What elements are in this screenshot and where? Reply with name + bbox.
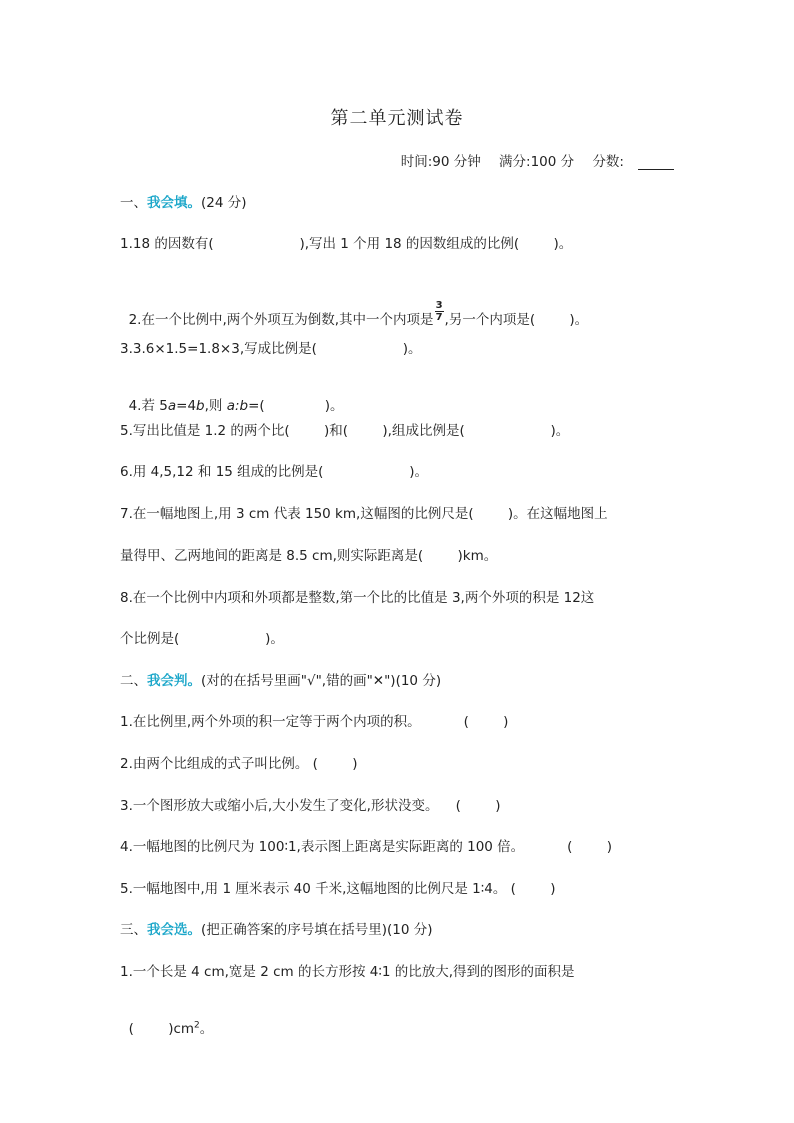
q4-text: 4.若 5 <box>128 398 168 414</box>
section-prefix: 二、 <box>120 673 147 689</box>
section-choose <box>120 918 433 938</box>
fill-question-7b: 量得甲、乙两地间的距离是 8.5 cm,则实际距离是( )km。 <box>120 548 498 564</box>
score-blank[interactable] <box>638 157 674 170</box>
var-b: b <box>196 398 205 414</box>
score-label: 分数: <box>592 154 624 170</box>
q4-text: ,则 <box>204 398 227 414</box>
judge-question-4: 4.一幅地图的比例尺为 100∶1,表示图上距离是实际距离的 100 倍。 ( ) <box>120 839 612 855</box>
judge-question-5: 5.一幅地图中,用 1 厘米表示 40 千米,这幅地图的比例尺是 1∶4。 ( ) <box>120 881 556 897</box>
full-score: 满分:100 分 <box>499 154 575 170</box>
judge-question-3: 3.一个图形放大或缩小后,大小发生了变化,形状没变。 ( ) <box>120 798 501 814</box>
q2-text-pre: 2.在一个比例中,两个外项互为倒数,其中一个内项是 <box>128 312 434 328</box>
fill-question-7a: 7.在一幅地图上,用 3 cm 代表 150 km,这幅图的比例尺是( )。在这幅地图上 <box>120 506 608 522</box>
judge-question-2: 2.由两个比组成的式子叫比例。 ( ) <box>120 756 358 772</box>
fill-question-3: 3.3.6×1.5=1.8×3,写成比例是( )。 <box>120 341 422 357</box>
q4-text: =4 <box>176 398 197 414</box>
choose-question-1a: 1.一个长是 4 cm,宽是 2 cm 的长方形按 4∶1 的比放大,得到的图形的面积是 <box>120 964 575 980</box>
section-title: 我会选。 <box>147 922 201 938</box>
section-fill <box>120 191 247 211</box>
var-ab: a:b <box>226 398 249 414</box>
var-a: a <box>167 398 177 414</box>
fraction-denominator: 7 <box>435 311 443 323</box>
judge-question-1: 1.在比例里,两个外项的积一定等于两个内项的积。 ( ) <box>120 714 509 730</box>
q1b-text: 。 <box>199 1021 214 1037</box>
section-title: 我会填。 <box>147 195 201 211</box>
q4-text: =( )。 <box>248 398 344 414</box>
section-note: (24 分) <box>201 195 247 211</box>
fill-question-6: 6.用 4,5,12 和 15 组成的比例是( )。 <box>120 464 429 480</box>
page-title: 第二单元测试卷 <box>330 108 464 129</box>
fraction <box>435 300 444 323</box>
q2-text-post: ,另一个内项是( )。 <box>444 312 589 328</box>
fill-question-4 <box>120 378 344 414</box>
section-judge <box>120 669 441 689</box>
section-prefix: 一、 <box>120 195 147 211</box>
superscript: 2 <box>194 1020 200 1031</box>
fill-question-8b: 个比例是( )。 <box>120 631 284 647</box>
section-note: (对的在括号里画"√",错的画"✕")(10 分) <box>201 673 442 689</box>
fill-question-1: 1.18 的因数有( ),写出 1 个用 18 的因数组成的比例( )。 <box>120 236 573 252</box>
fill-question-8a: 8.在一个比例中内项和外项都是整数,第一个比的比值是 3,两个外项的积是 12这 <box>120 590 595 606</box>
section-prefix: 三、 <box>120 922 147 938</box>
section-title: 我会判。 <box>147 673 201 689</box>
choose-question-1b <box>120 1001 213 1037</box>
exam-meta <box>401 150 674 170</box>
fill-question-5: 5.写出比值是 1.2 的两个比( )和( ),组成比例是( )。 <box>120 423 570 439</box>
time-limit: 时间:90 分钟 <box>400 154 481 170</box>
section-note: (把正确答案的序号填在括号里)(10 分) <box>201 922 433 938</box>
q1b-text: ( )cm <box>128 1021 195 1037</box>
fraction-numerator: 3 <box>435 299 443 311</box>
fill-question-2 <box>120 292 588 332</box>
